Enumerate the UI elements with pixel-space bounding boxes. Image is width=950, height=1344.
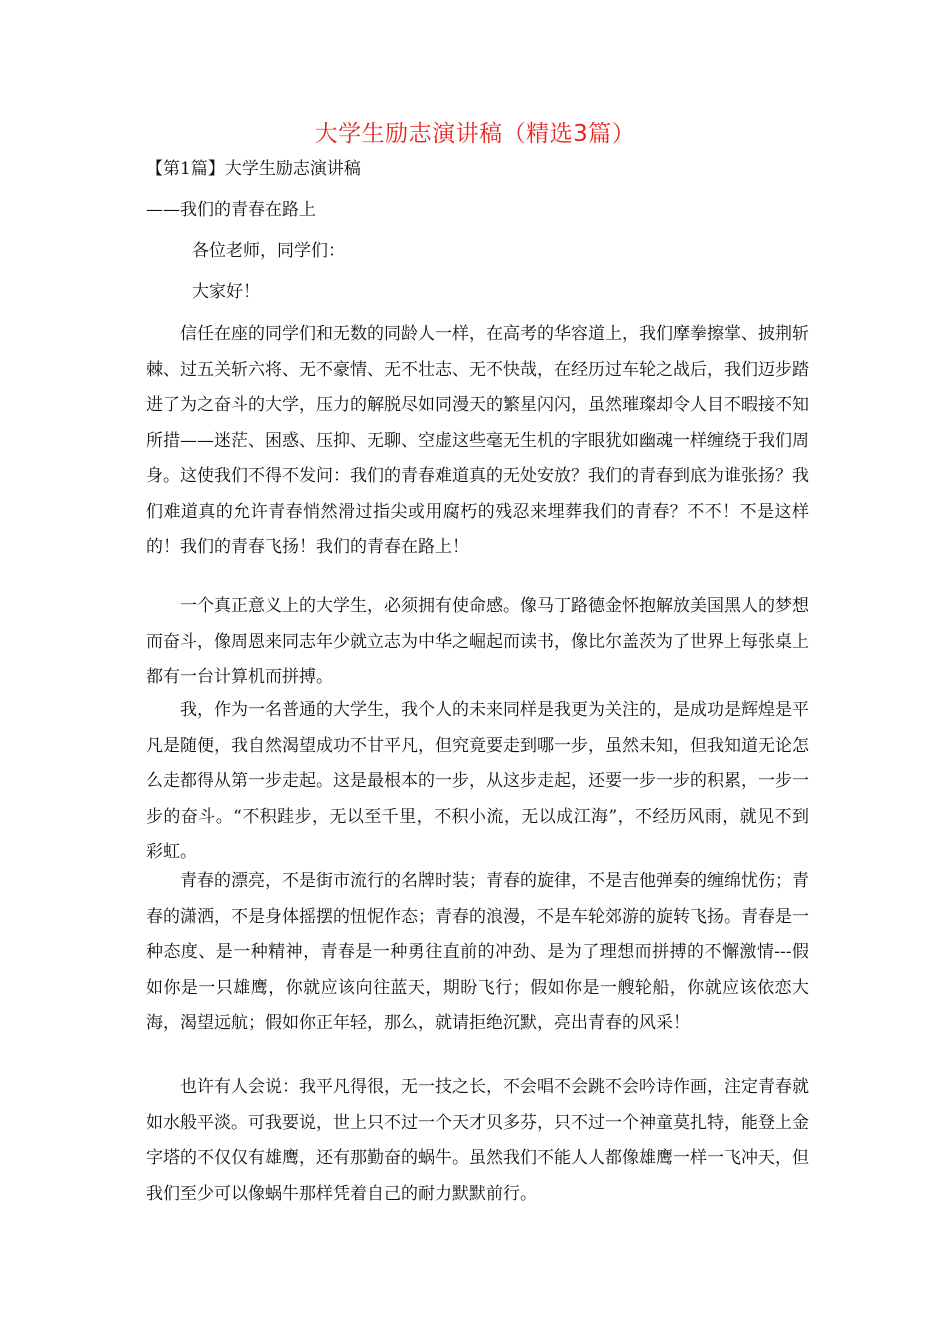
greeting: 大家好！ (192, 282, 260, 302)
speech-subtitle: ——我们的青春在路上 (146, 200, 316, 220)
section-heading: 【第1篇】大学生励志演讲稿 (146, 159, 361, 179)
paragraph-1: 信任在座的同学们和无数的同龄人一样，在高考的华容道上，我们摩拳擦掌、披荆斩棘、过五关斩六将、无不豪情、无不壮志、无不快哉，在经历过车轮之战后，我们迈步踏进了为之奋斗的大学，压力的解脱尽如同漫天的繁星闪闪，虽然璀璨却令人目不暇接不知所措——迷茫、困惑、压抑、无聊、空虚这些毫无生机的字眼犹如幽魂一样缠绕于我们周身。这使我们不得不发问：我们的青春难道真的无处安放？我们的青春到底为谁张扬？我们难道真的允许青春悄然滑过指尖或用腐朽的残忍来埋葬我们的青春？不不！不是这样的！我们的青春飞扬！我们的青春在路上！ (146, 324, 809, 557)
paragraph-3: 我，作为一名普通的大学生，我个人的未来同样是我更为关注的，是成功是辉煌是平凡是随便，我自然渴望成功不甘平凡，但究竟要走到哪一步，虽然未知，但我知道无论怎么走都得从第一步走起。这是最根本的一步，从这步走起，还要一步一步的积累，一步一步的奋斗。“不积跬步，无以至千里，不积小流，无以成江海”，不经历风雨，就见不到彩虹。 (146, 700, 809, 862)
salutation: 各位老师，同学们： (192, 241, 345, 261)
paragraph-4: 青春的漂亮，不是街市流行的名牌时装；青春的旋律，不是吉他弹奏的缠绵忧伤；青春的潇洒，不是身体摇摆的忸怩作态；青春的浪漫，不是车轮郊游的旋转飞扬。青春是一种态度、是一种精神，青春是一种勇往直前的冲劲、是为了理想而拼搏的不懈激情---假如你是一只雄鹰，你就应该向往蓝天，期盼飞行；假如你是一艘轮船，你就应该依恋大海，渴望远航；假如你正年轻，那么，就请拒绝沉默，亮出青春的风采！ (146, 871, 809, 1033)
paragraph-5: 也许有人会说：我平凡得很，无一技之长，不会唱不会跳不会吟诗作画，注定青春就如水般平淡。可我要说，世上只不过一个天才贝多芬，只不过一个神童莫扎特，能登上金字塔的不仅仅有雄鹰，还有那勤奋的蜗牛。虽然我们不能人人都像雄鹰一样一飞冲天，但我们至少可以像蜗牛那样凭着自己的耐力默默前行。 (146, 1077, 809, 1204)
paragraph-2: 一个真正意义上的大学生，必须拥有使命感。像马丁路德金怀抱解放美国黑人的梦想而奋斗，像周恩来同志年少就立志为中华之崛起而读书，像比尔盖茨为了世界上每张桌上都有一台计算机而拼搏。 (146, 596, 809, 687)
document-title: 大学生励志演讲稿（精选3篇） (314, 121, 636, 147)
